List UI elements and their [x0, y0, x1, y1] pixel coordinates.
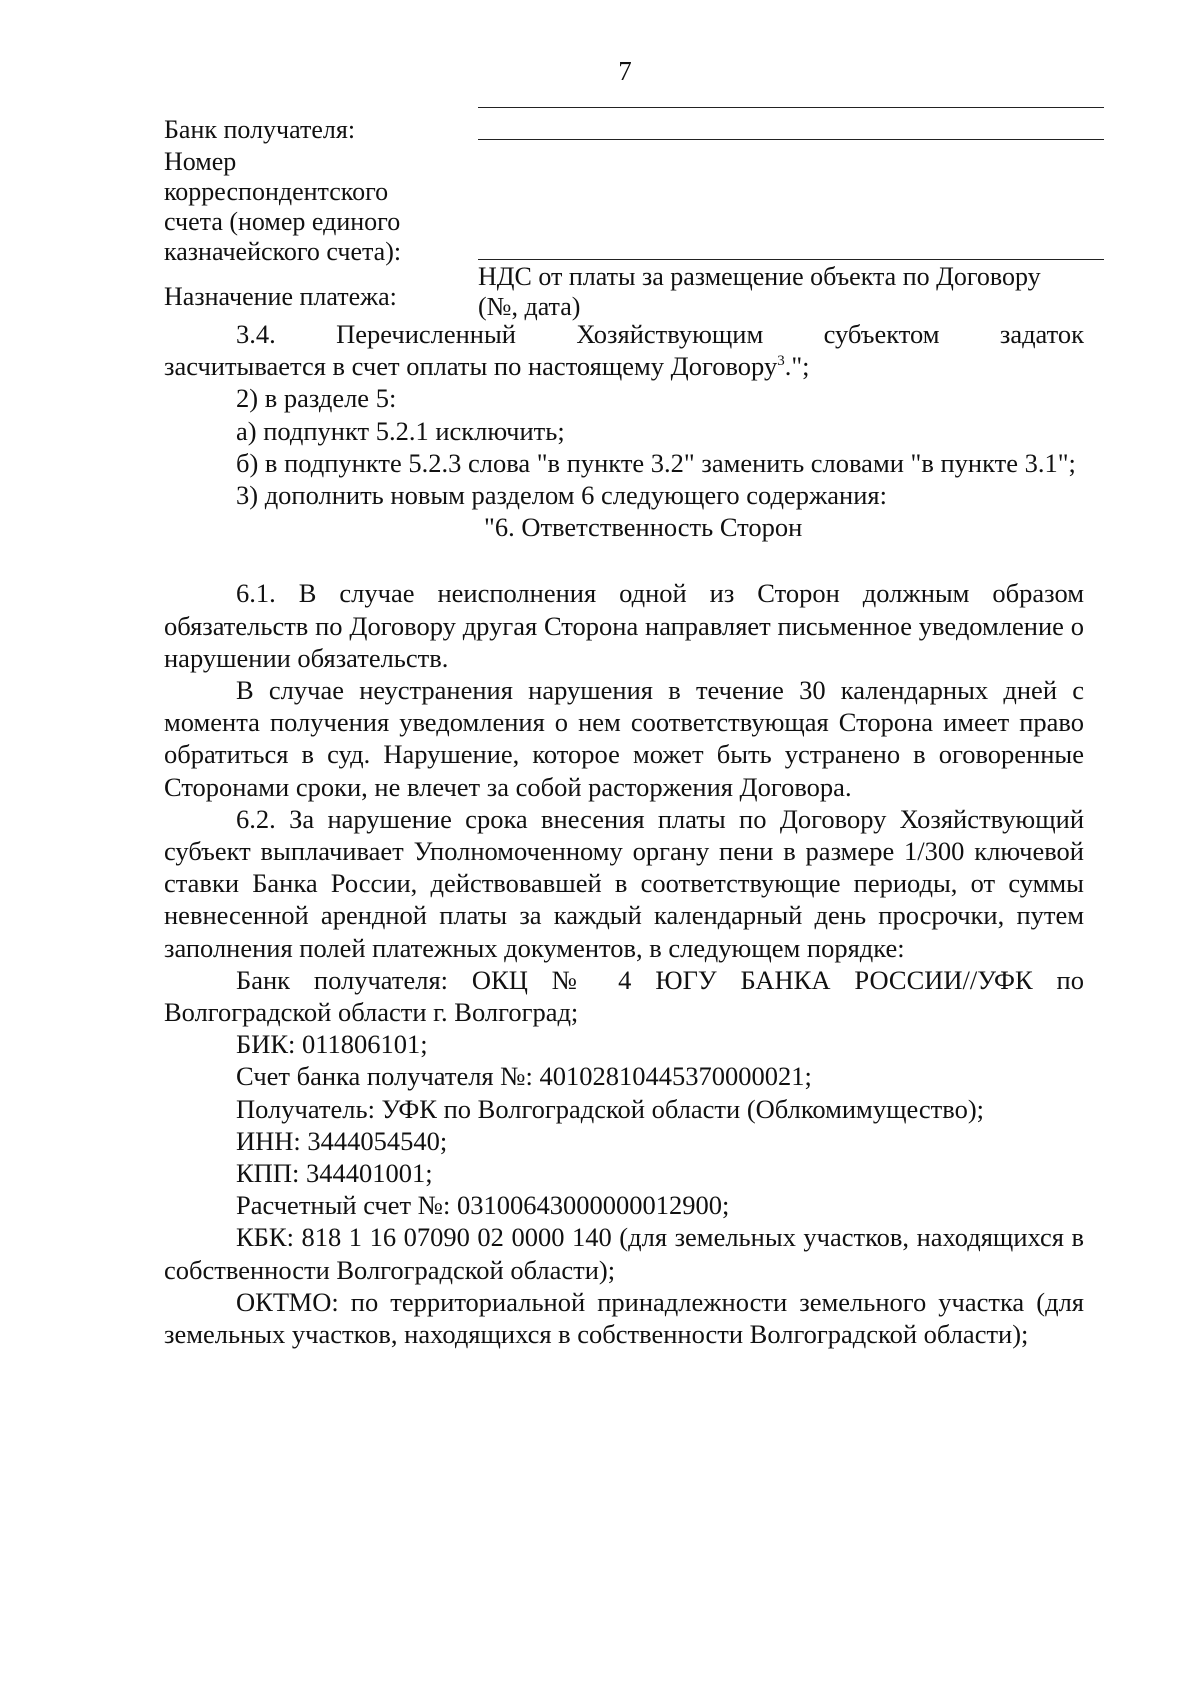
bank-requisite: Банк получателя: ОКЦ № 4 ЮГУ БАНКА РОССИИ//УФК по Волгоградской области г. Волгоград;: [164, 964, 1084, 1028]
corr-account-label-3: счета (номер единого: [164, 207, 401, 236]
corr-account-label-1: Номер: [164, 147, 237, 176]
document-body: [164, 318, 1084, 1350]
inn-requisite: ИНН: 3444054540;: [236, 1125, 448, 1156]
bank-account-requisite: Счет банка получателя №: 40102810445370000021;: [236, 1061, 812, 1092]
paragraph-6-1-b: В случае неустранения нарушения в течение 30 календарных дней с момента получения уведомления о нем соответствующая Сторона имеет право обратиться в суд. Нарушение, которое может быть устранено в оговоренные Сторонами сроки, не влечет за собой расторжения Договора.: [164, 675, 1084, 802]
paragraph-3-4-text: засчитывается в счет оплаты по настоящему Договору: [164, 351, 778, 382]
paragraph-3-4-line2: [164, 350, 1084, 382]
item-2a: а) подпункт 5.2.1 исключить;: [236, 415, 565, 446]
page-number: 7: [618, 56, 632, 86]
paragraph-6-2: 6.2. За нарушение срока внесения платы по Договору Хозяйствующий субъект выплачивает Уполномоченному органу пени в размере 1/300 ключевой ставки Банка России, действовавшей в соответствующие периоды, от суммы невнесенной арендной платы за каждый календарный день просрочки, путем заполнения полей платежных документов, в следующем порядке:: [164, 803, 1084, 963]
section-heading: "6. Ответственность Сторон: [484, 512, 803, 543]
oktmo-requisite: ОКТМО: по территориальной принадлежности земельного участка (для земельных участков, находящихся в собственности Волгоградской области);: [164, 1286, 1084, 1350]
settlement-account-requisite: Расчетный счет №: 03100643000000012900;: [236, 1190, 730, 1221]
kbk-requisite: КБК: 818 1 16 07090 02 0000 140 (для земельных участков, находящихся в собственности Волгоградской области);: [164, 1222, 1084, 1285]
purpose-label: Назначение платежа:: [164, 282, 397, 311]
paragraph-3-4-end: .";: [784, 351, 810, 382]
item-2: 2) в разделе 5:: [236, 383, 397, 414]
recipient-requisite: Получатель: УФК по Волгоградской области (Облкомимущество);: [236, 1093, 985, 1124]
purpose-value-line1: НДС от платы за размещение объекта по Договору: [478, 262, 1041, 291]
corr-account-label-4: казначейского счета):: [164, 237, 402, 266]
blank-line-3: [478, 259, 1104, 260]
bank-label: Банк получателя:: [164, 115, 356, 144]
item-3: 3) дополнить новым разделом 6 следующего содержания:: [236, 480, 887, 511]
paragraph-3-4-line1: 3.4. Перечисленный Хозяйствующим субъектом задаток: [236, 319, 1084, 349]
paragraph-6-1: 6.1. В случае неисполнения одной из Сторон должным образом обязательств по Договору другая Сторона направляет письменное уведомление о нарушении обязательств.: [164, 578, 1084, 673]
blank-line-2: [478, 139, 1104, 140]
corr-account-label-2: корреспондентского: [164, 177, 389, 206]
blank-line-1: [478, 107, 1104, 108]
bik-requisite: БИК: 011806101;: [236, 1029, 428, 1060]
kpp-requisite: КПП: 344401001;: [236, 1158, 433, 1189]
footnote-mark: 3: [777, 353, 785, 370]
purpose-value-line2: (№, дата): [478, 292, 581, 321]
item-2b: б) в подпункте 5.2.3 слова "в пункте 3.2" заменить словами "в пункте 3.1";: [236, 447, 1076, 478]
